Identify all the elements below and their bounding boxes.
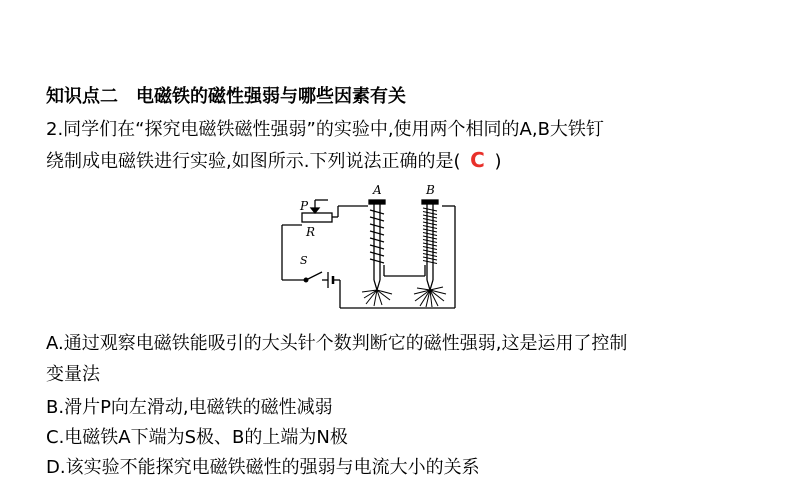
question-paren-close: ): [494, 151, 502, 172]
answer-mark: C: [470, 148, 485, 172]
question-line-2: [46, 147, 502, 175]
nail-b-head: [422, 200, 438, 204]
coil-a-windings: [370, 210, 384, 263]
pins-b: [414, 287, 446, 307]
label-b: B: [426, 183, 435, 197]
option-d: D.该实验不能探究电磁铁磁性的强弱与电流大小的关系: [46, 457, 480, 478]
section-heading: 知识点二 电磁铁的磁性强弱与哪些因素有关: [46, 86, 406, 107]
switch-blade: [306, 272, 322, 280]
nail-b-tip-right: [430, 280, 433, 290]
nail-a-head: [369, 200, 385, 204]
pins-a: [362, 290, 392, 306]
coil-b-windings: [423, 208, 437, 264]
circuit-diagram: [270, 180, 470, 315]
nail-a-tip-left: [374, 280, 377, 290]
option-c: C.电磁铁A下端为S极、B的上端为N极: [46, 427, 348, 448]
nail-b-tip-left: [427, 280, 430, 290]
option-a-line-2: 变量法: [46, 364, 100, 385]
label-a: A: [373, 183, 382, 197]
nail-a-tip-right: [377, 280, 380, 290]
option-b: B.滑片P向左滑动,电磁铁的磁性减弱: [46, 397, 333, 418]
label-r: R: [306, 225, 316, 239]
slider-arrow: [311, 208, 319, 213]
question-text: 绕制成电磁铁进行实验,如图所示.下列说法正确的是(: [46, 151, 461, 172]
question-line-1: 2.同学们在“探究电磁铁磁性强弱”的实验中,使用两个相同的A,B大铁钉: [46, 119, 604, 140]
label-s: S: [300, 254, 308, 267]
rheostat: [302, 213, 332, 222]
option-a-line-1: A.通过观察电磁铁能吸引的大头针个数判断它的磁性强弱,这是运用了控制: [46, 333, 628, 354]
label-p: P: [300, 199, 309, 213]
